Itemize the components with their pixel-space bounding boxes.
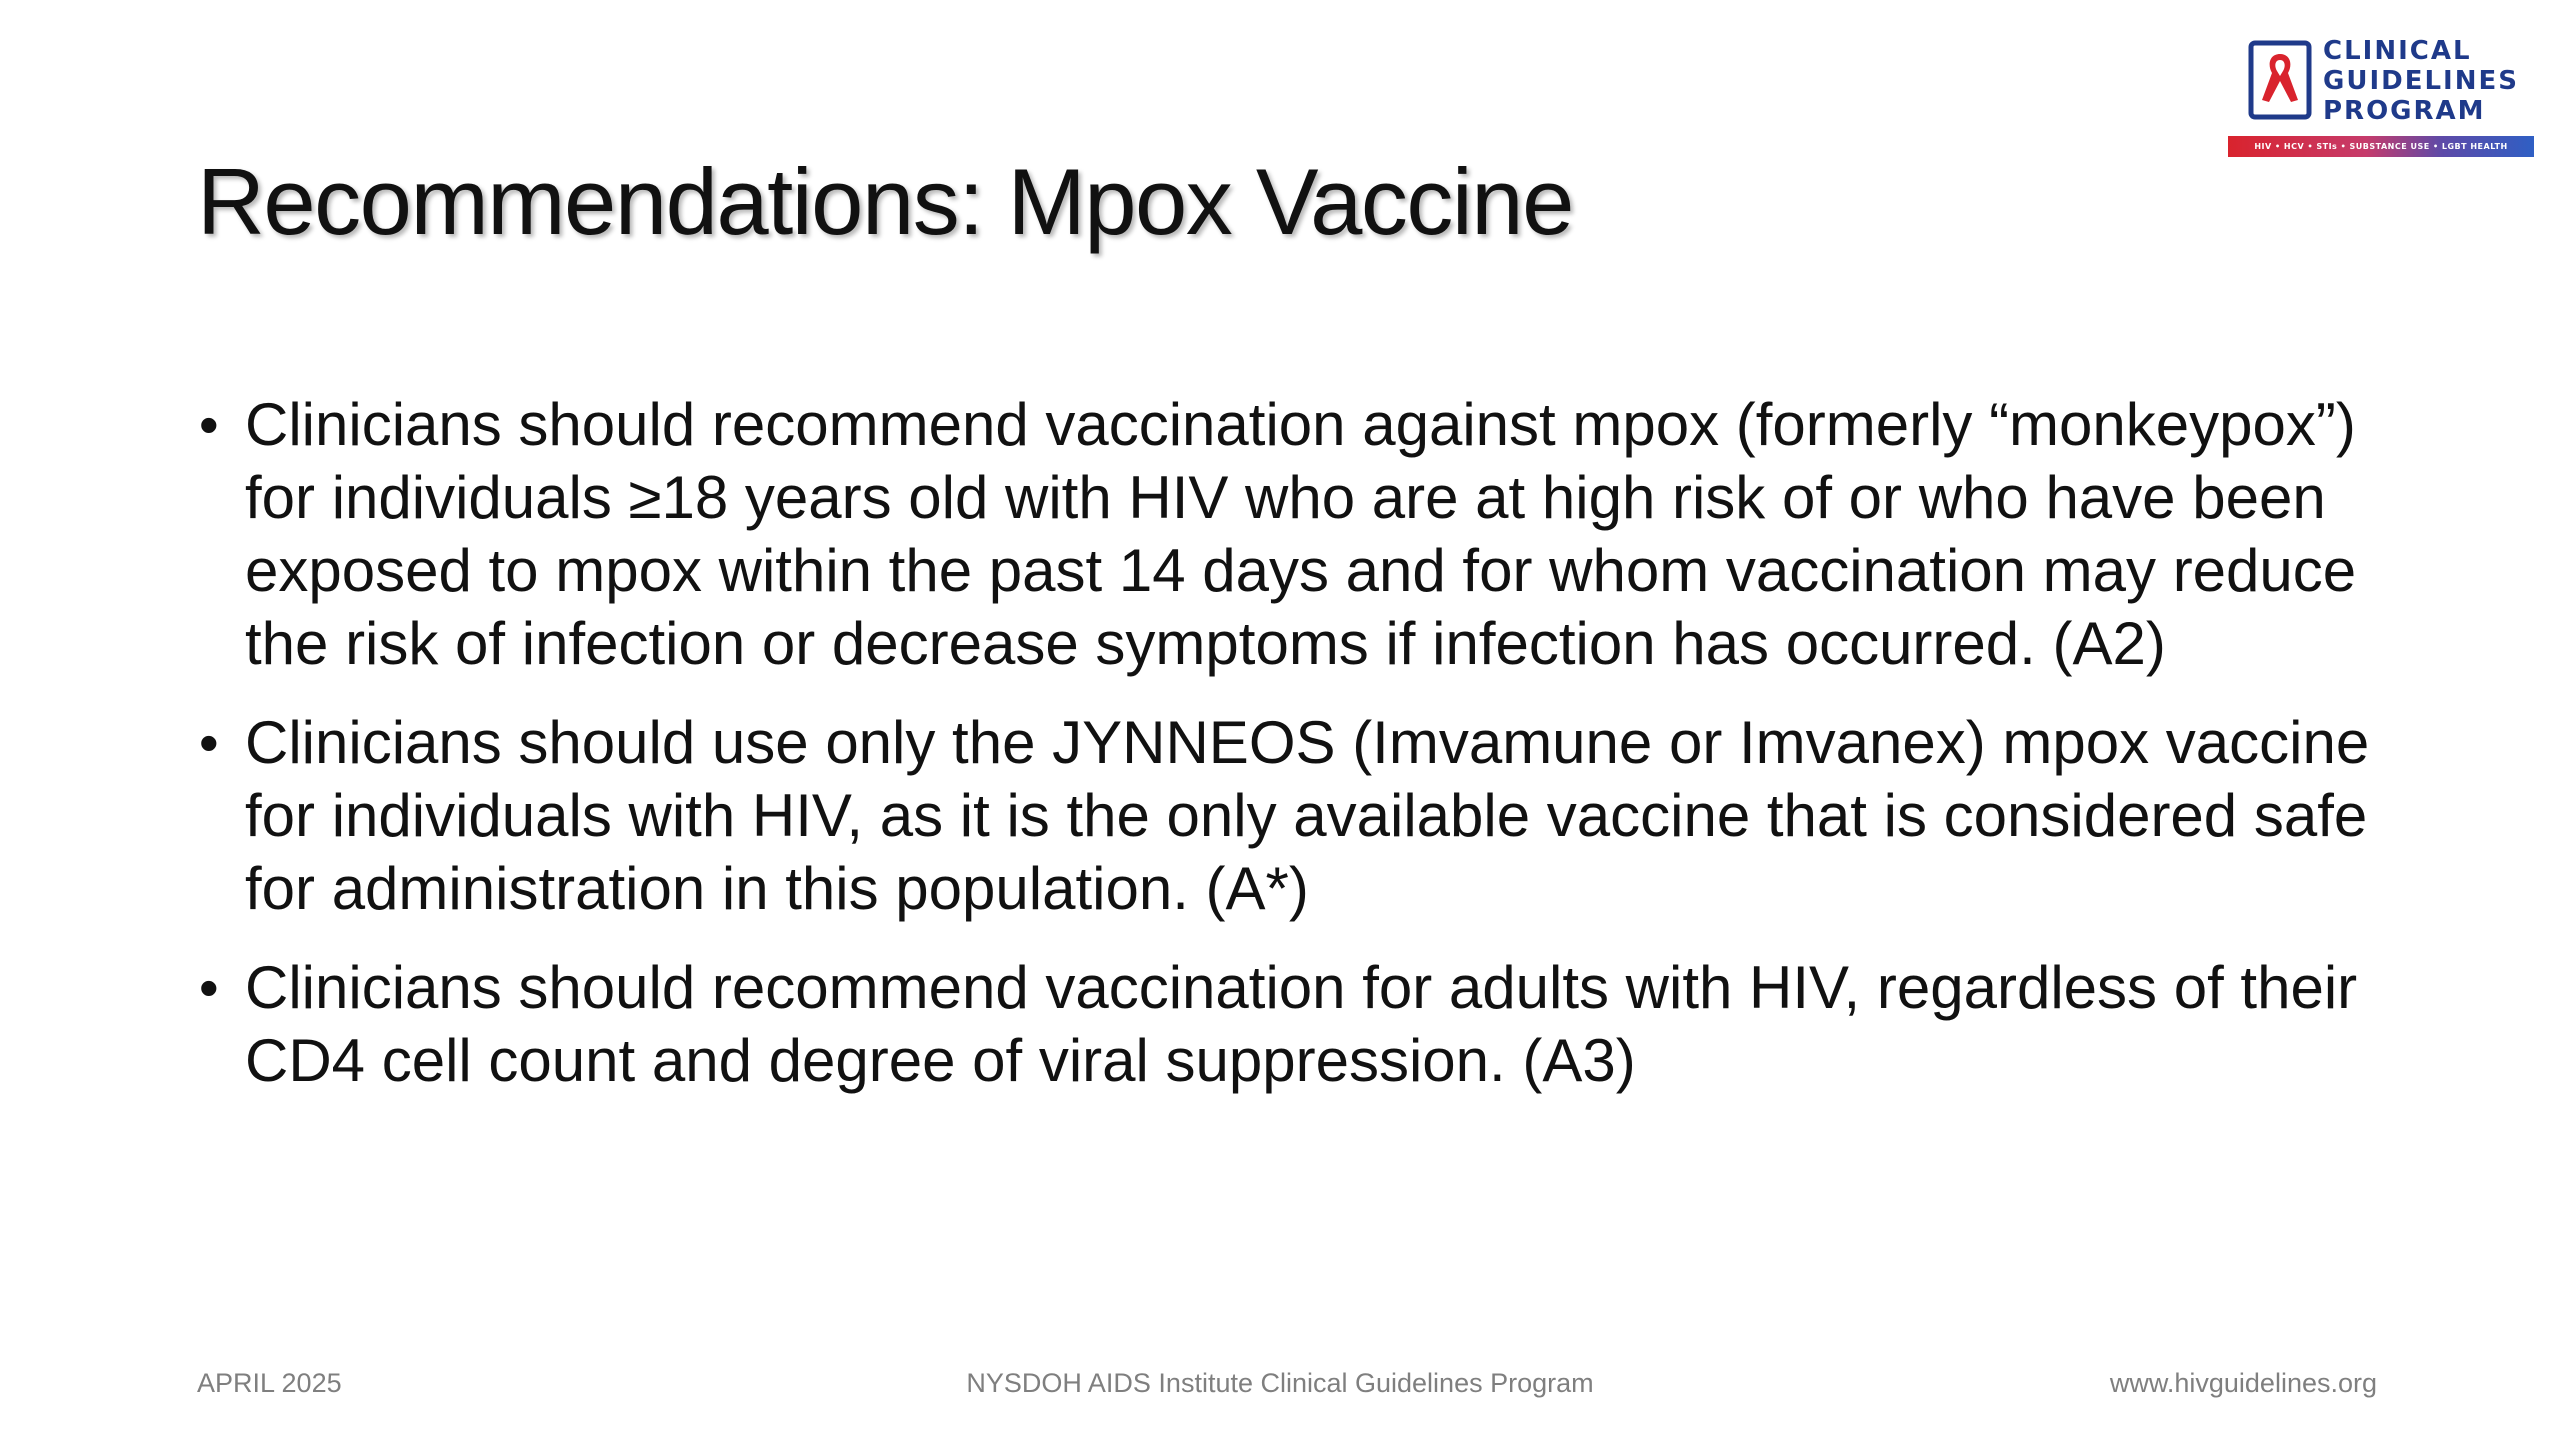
- bullet-item: [195, 951, 2425, 1097]
- bullet-dot: •: [199, 956, 219, 1019]
- bullet-item: [195, 388, 2425, 680]
- bullet-text: Clinicians should recommend vaccination for adults with HIV, regardless of their CD4 cell count and degree of viral suppression. (A3): [245, 954, 2358, 1094]
- slide-title: Recommendations: Mpox Vaccine: [197, 149, 1573, 254]
- logo-tagline-strip: HIV • HCV • STIs • SUBSTANCE USE • LGBT HEALTH: [2228, 136, 2534, 157]
- bullet-dot: •: [199, 393, 219, 456]
- footer-date: APRIL 2025: [197, 1368, 342, 1398]
- logo-wordmark: [2323, 36, 2519, 126]
- logo-line-3: PROGRAM: [2323, 96, 2486, 126]
- bullet-text: Clinicians should use only the JYNNEOS (Imvamune or Imvanex) mpox vaccine for individuals with HIV, as it is the only available vaccine that is considered safe for administration in this population. (A*): [245, 709, 2370, 922]
- clinical-guidelines-program-logo: [2228, 36, 2538, 161]
- logo-line-2: GUIDELINES: [2323, 66, 2519, 96]
- bullet-list: [195, 388, 2425, 1123]
- footer-website: www.hivguidelines.org: [2109, 1368, 2377, 1398]
- logo-line-1: CLINICAL: [2323, 36, 2472, 66]
- bullet-item: [195, 706, 2425, 925]
- bullet-text: Clinicians should recommend vaccination against mpox (formerly “monkeypox”) for individuals ≥18 years old with HIV who are at high risk of or who have been exposed to mpox within the past 14 days and for whom vaccination may reduce the risk of infection or decrease symptoms if infection has occurred. (A2): [245, 391, 2357, 677]
- bullet-dot: •: [199, 711, 219, 774]
- red-ribbon-icon: [2248, 40, 2312, 120]
- footer-program-name: NYSDOH AIDS Institute Clinical Guidelines Program: [966, 1368, 1594, 1398]
